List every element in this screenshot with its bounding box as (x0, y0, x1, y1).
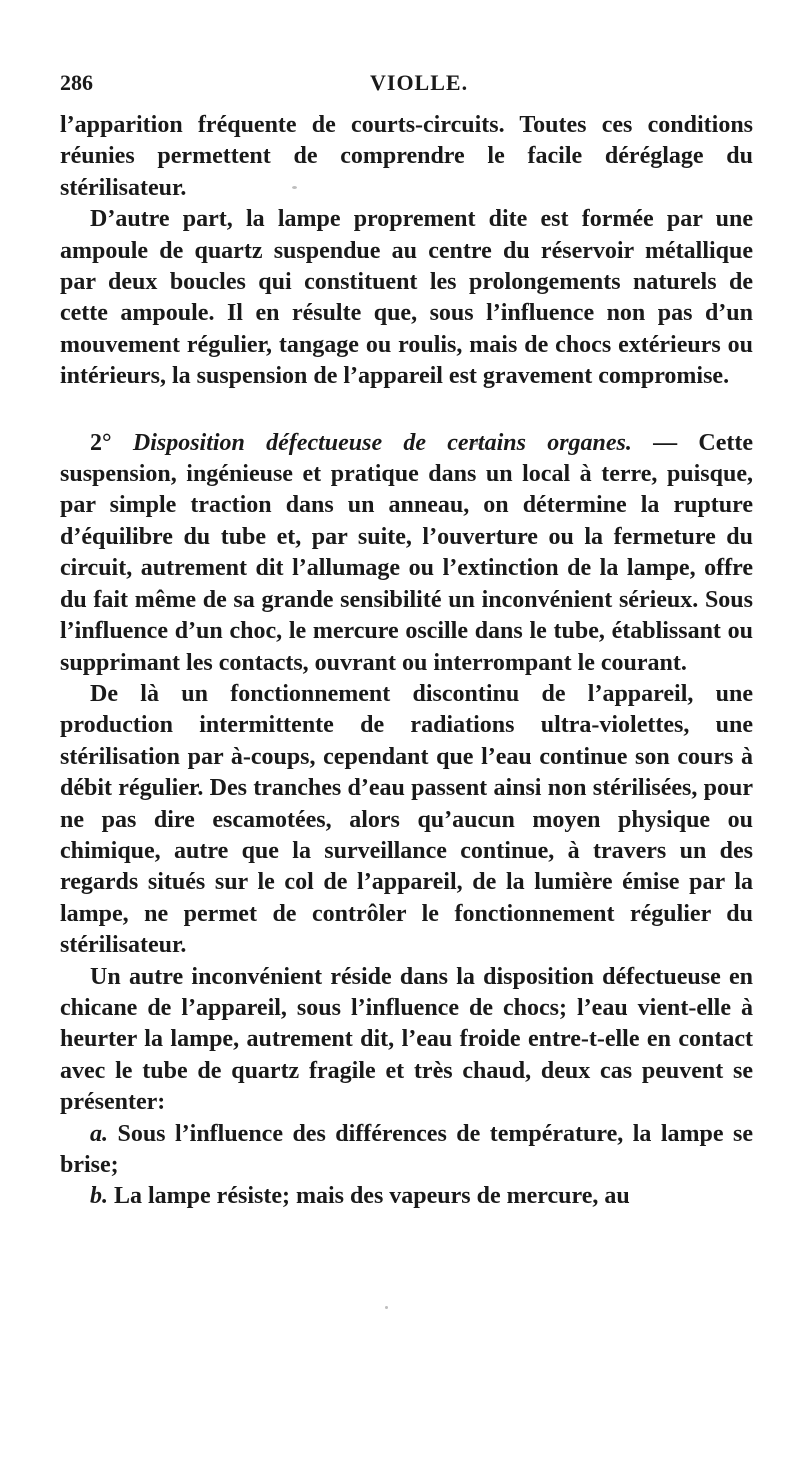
list-item-b (60, 1181, 753, 1212)
list-item-a (60, 1119, 753, 1182)
section-paragraph (60, 428, 753, 679)
print-speck (385, 1306, 388, 1309)
section-number: 2° (90, 429, 112, 456)
list-item-label: b. (90, 1183, 108, 1210)
list-item-text: Sous l’influence des différences de température, la lampe se brise; (60, 1120, 753, 1178)
list-item-label: a. (90, 1120, 108, 1147)
section-separator (60, 393, 753, 428)
section-heading: Disposition défectueuse de certains organes. (132, 429, 632, 456)
section-paragraph-text: — Cette suspension, ingénieuse et pratique dans un local à terre, puisque, par simple traction dans un anneau, on détermine la rupture d’équilibre du tube et, par suite, l’ouverture ou la fermeture du circuit, autrement dit l’allumage ou l’extinction de la lampe, offre du fait même de sa grande sensibilité un inconvénient sérieux. Sous l’influence d’un choc, le mercure oscille dans le tube, établissant ou supprimant les contacts, ouvrant ou interrompant le courant. (60, 429, 754, 676)
paragraph: Un autre inconvénient réside dans la disposition défectueuse en chicane de l’appareil, sous l’influence de chocs; l’eau vient-elle à heurter la lampe, autrement dit, l’eau froide entre-t-elle en contact avec le tube de quartz fragile et très chaud, deux cas peuvent se présenter: (60, 963, 753, 1116)
paragraph: De là un fonctionnement discontinu de l’appareil, une production intermittente de radiations ultra-violettes, une stérilisation par à-coups, cependant que l’eau continue son cours à débit régulier. Des tranches d’eau passent ainsi non stérilisées, pour ne pas dire escamotées, alors qu’aucun moyen physique ou chimique, autre que la surveillance continue, à travers un des regards situés sur le col de l’appareil, de la lumière émise par la lampe, ne permet de contrôler le fonctionnement régulier du stérilisateur. (60, 680, 753, 959)
list-item-text: La lampe résiste; mais des vapeurs de mercure, au (108, 1183, 630, 1210)
print-speck (292, 186, 297, 189)
paragraph: D’autre part, la lampe proprement dite est formée par une ampoule de quartz suspendue au centre du réservoir métallique par deux boucles qui constituent les prolongements naturels de cette ampoule. Il en résulte que, sous l’influence non pas d’un mouvement régulier, tangage ou roulis, mais de chocs extérieurs ou intérieurs, la suspension de l’appareil est gravement compromise. (60, 206, 753, 390)
page-number: 286 (60, 70, 93, 95)
running-head: VIOLLE. (370, 70, 469, 95)
body-text (60, 110, 753, 1213)
page-header (60, 70, 750, 110)
print-speck (470, 443, 484, 445)
paragraph-continuation: l’apparition fréquente de courts-circuits. Toutes ces conditions réunies permettent de comprendre le facile déréglage du stérilisateur. (60, 112, 753, 201)
